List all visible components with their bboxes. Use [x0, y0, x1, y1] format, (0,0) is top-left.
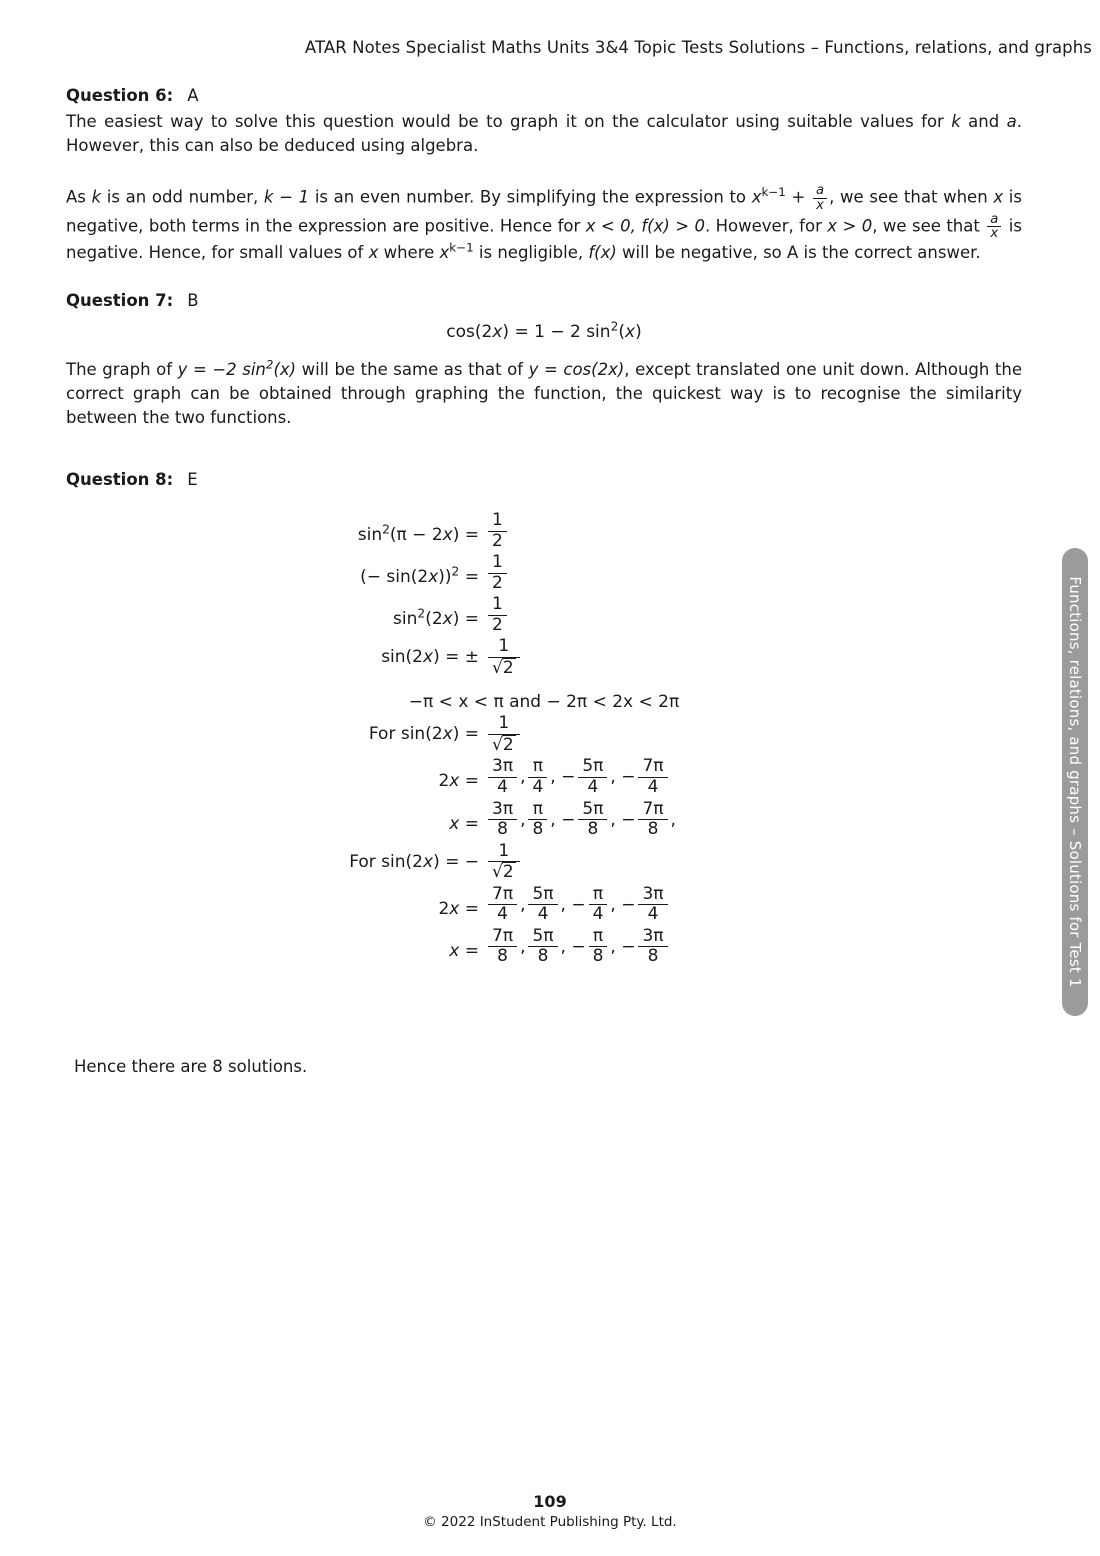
derivation-line-3: [66, 595, 1022, 635]
q6-p2-fraction-a-over-x: [813, 184, 827, 213]
side-tab: [1062, 548, 1088, 1016]
derivation-case-1-x: [66, 800, 1022, 840]
derivation-line-1-lhs: $\sin^2(\pi - 2x)$ =: [357, 522, 479, 545]
q7-equation-1: y = −2 $\sin^2(x)$: [177, 357, 297, 380]
derivation-case-2-lhs: For sin(2x) = −: [349, 851, 479, 872]
derivation-domain-text: −π < x < π and − 2π < 2x < 2π: [408, 692, 680, 713]
question-7-label: Question 7:: [66, 291, 174, 311]
question-6-answer: A: [187, 86, 199, 105]
question-7-answer: B: [187, 291, 199, 311]
q6-p2-mid3: , we see that when: [829, 187, 994, 207]
derivation-line-1-rhs: $\frac{1}{2}$: [485, 511, 785, 551]
q6-p2-var-x3: x: [368, 243, 379, 263]
derivation-case-1-2x-rhs: $\frac{3\pi}{4}$ , $\frac{\pi}{4}$ , − $\frac{5\pi}{4}$ , − $\frac{7\pi}{4}$: [485, 757, 785, 797]
question-7-heading: [66, 291, 1022, 310]
spacer-2: [66, 434, 1022, 456]
derivation-line-3-lhs: $\sin^2(2x)$ =: [393, 606, 479, 630]
question-7-display-equation: cos(2x) = 1 − 2 $\sin^2(x)$: [446, 319, 642, 343]
derivation-case-2-2x: [66, 885, 1022, 925]
derivation-case-2-2x-lhs: 2x =: [438, 898, 479, 919]
derivation-case-2-x-lhs: x =: [449, 940, 479, 961]
derivation-domain-line: [66, 680, 1022, 712]
question-8-conclusion: Hence there are 8 solutions.: [74, 1057, 308, 1076]
q6-p2-mid2: is an even number. By simplifying the expression to: [309, 187, 752, 207]
question-6-label: Question 6:: [66, 86, 174, 105]
q6-p2-frac-den: x: [813, 198, 827, 213]
page-footer: [0, 1492, 1100, 1530]
q6-p2-plus: +: [785, 187, 812, 207]
derivation-case-2-rhs: $\frac{1}{√2}$: [485, 842, 785, 883]
q6-p2-mid8: where: [378, 243, 440, 263]
derivation-case-1-2x: [66, 757, 1022, 797]
derivation-case-2-x-rhs: $\frac{7\pi}{8}$ , $\frac{5\pi}{8}$ , − $\frac{\pi}{8}$ , − $\frac{3\pi}{8}$: [485, 927, 785, 967]
derivation-line-1: [66, 511, 1022, 551]
q6-p2-exponent: k−1: [761, 184, 786, 199]
q6-p2-fraction-a-over-x-2: [987, 213, 1001, 242]
q6-p2-mid4: is negative, both terms in the expression are positive. Hence for: [66, 187, 1022, 235]
derivation-line-3-rhs: $\frac{1}{2}$: [485, 595, 785, 635]
page-number: 109: [533, 1492, 567, 1511]
question-8-heading: [66, 470, 1022, 489]
q6-p2-mid1: is an odd number,: [101, 187, 264, 207]
q6-p1-var-k: k: [951, 112, 961, 131]
q7-pre: The graph of: [66, 360, 178, 380]
running-header: ATAR Notes Specialist Maths Units 3&4 Topic Tests Solutions – Functions, relations, and graphs: [304, 38, 1092, 57]
question-8-answer: E: [187, 469, 198, 489]
q6-p2-frac2-den: x: [987, 226, 1001, 241]
derivation-case-1-2x-lhs: 2x =: [438, 771, 479, 792]
derivation-case-2-heading: [66, 842, 1022, 883]
derivation-line-2: [66, 553, 1022, 593]
q6-p1-var-a: a: [1006, 112, 1017, 131]
q6-p2-condition-1: x < 0, f(x) > 0: [585, 215, 705, 235]
derivation-case-1-x-lhs: x =: [449, 813, 479, 834]
derivation-case-1-heading: [66, 714, 1022, 755]
q7-equation-2: y = cos(2x): [528, 360, 625, 380]
spacer-1: [66, 269, 1022, 291]
derivation-case-2-2x-rhs: $\frac{7\pi}{4}$ , $\frac{5\pi}{4}$ , − $\frac{\pi}{4}$ , − $\frac{3\pi}{4}$: [485, 885, 785, 925]
q6-p2-expr1: k − 1: [263, 187, 310, 207]
derivation-case-1-rhs: $\frac{1}{√2}$: [485, 714, 785, 755]
page-content: [66, 86, 1022, 969]
side-tab-label: Functions, relations, and graphs – Solutions for Test 1: [1066, 576, 1084, 988]
derivation-case-1-lhs: For sin(2x) =: [368, 724, 479, 745]
q6-p1-part-b: and: [960, 112, 1007, 131]
derivation-case-2-x: [66, 927, 1022, 967]
derivation-line-2-rhs: $\frac{1}{2}$: [485, 553, 785, 593]
q6-p2-var-k: k: [91, 187, 102, 207]
derivation-line-4-rhs: $\frac{1}{√2}$: [485, 637, 785, 678]
q6-p2-end: will be negative, so A is the correct answer.: [616, 243, 981, 263]
question-8-label: Question 8:: [66, 469, 174, 489]
derivation-line-4-lhs: sin(2x) = ±: [381, 647, 479, 668]
derivation-case-1-x-rhs: $\frac{3\pi}{8}$ , $\frac{\pi}{8}$ , − $\frac{5\pi}{8}$ , − $\frac{7\pi}{8}$ ,: [485, 800, 785, 840]
question-6-heading: [66, 86, 1022, 105]
question-7-paragraph: [66, 358, 1022, 430]
q6-p2-frac2-num: a: [990, 211, 999, 227]
q6-p2-frac-num: a: [816, 182, 825, 198]
q6-p2-pre: As: [66, 187, 92, 207]
q6-p2-mid7: is negative. Hence, for small values of: [66, 215, 1022, 263]
question-6-paragraph-1: [66, 110, 1022, 158]
copyright-notice: © 2022 InStudent Publishing Pty. Ltd.: [423, 1514, 677, 1530]
q6-p2-exponent-2: k−1: [449, 240, 474, 255]
q6-p2-condition-2: x > 0: [827, 215, 873, 235]
q7-mid1: will be the same as that of: [296, 360, 529, 380]
derivation-line-4: [66, 637, 1022, 678]
q6-p1-part-c: . However, this can also be deduced using algebra.: [66, 112, 1022, 155]
q6-p2-mid6: , we see that: [872, 215, 986, 235]
q6-p2-mid5: . However, for: [704, 215, 828, 235]
question-6-paragraph-2: [66, 184, 1022, 265]
q6-p2-var-x2: x: [993, 187, 1004, 207]
q6-p2-var-x: x: [751, 187, 762, 207]
derivation-line-2-lhs: (− sin(2x))$^2$ =: [360, 564, 479, 588]
q6-p2-var-x4: x: [439, 243, 450, 263]
q6-p2-fx: f(x): [588, 243, 617, 263]
q7-end: , except translated one unit down. Although the correct graph can be obtained through graphing the function, the quickest way is to recognise the similarity between the two functions.: [66, 360, 1023, 428]
q6-p2-mid9: is negligible,: [473, 243, 589, 263]
question-8-derivation: [66, 511, 1022, 967]
q6-p1-part-a: The easiest way to solve this question would be to graph it on the calculator using suitable values for: [66, 112, 952, 131]
